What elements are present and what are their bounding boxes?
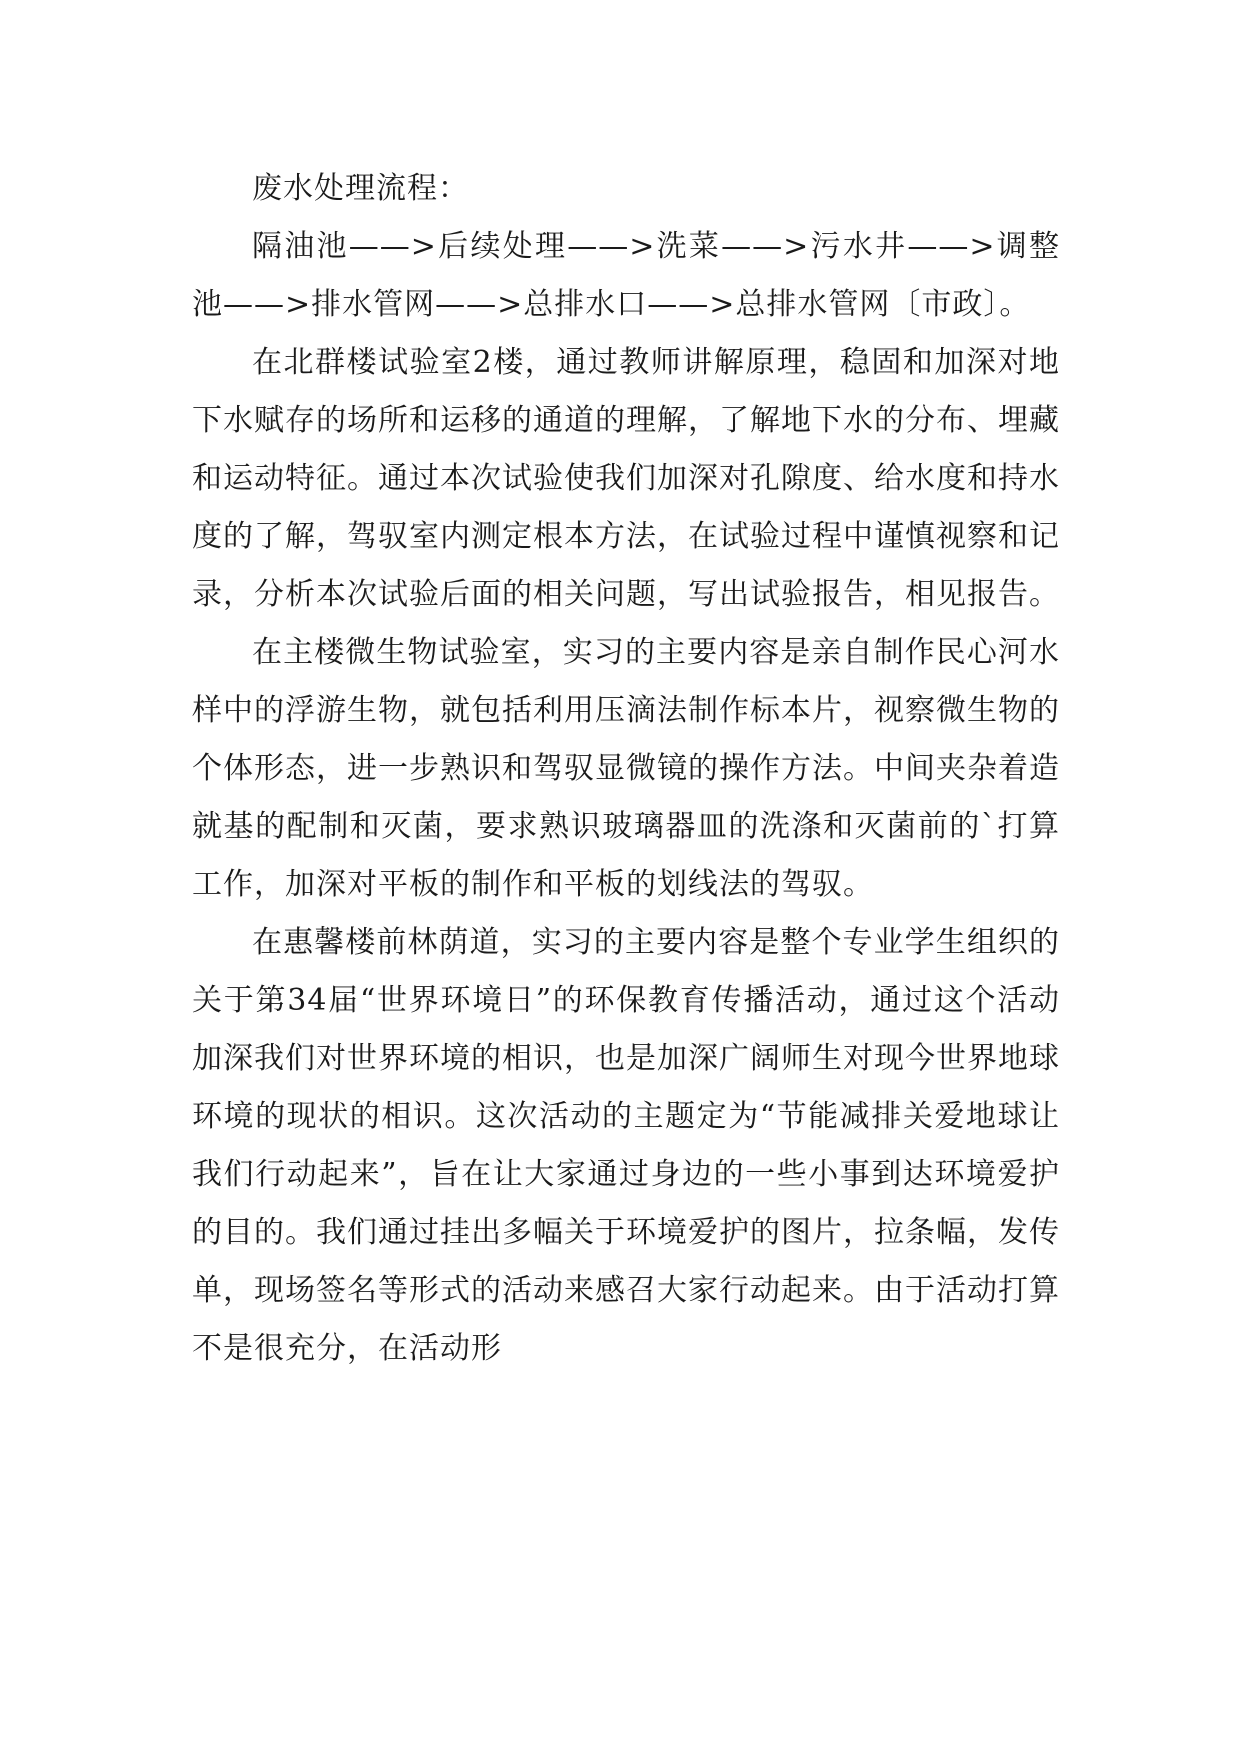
- document-body: [192, 160, 1060, 1378]
- paragraph-wastewater-heading: 废水处理流程：: [252, 171, 469, 206]
- paragraph-environment-day: 在惠馨楼前林荫道，实习的主要内容是整个专业学生组织的关于第34届“世界环境日”的环保教育传播活动，通过这个活动加深我们对世界环境的相识，也是加深广阔师生对现今世界地球环境的现状的相识。这次活动的主题定为“节能减排关爱地球让我们行动起来”，旨在让大家通过身边的一些小事到达环境爱护的目的。我们通过挂出多幅关于环境爱护的图片，拉条幅，发传单，现场签名等形式的活动来感召大家行动起来。由于活动打算不是很充分，在活动形: [192, 925, 1060, 1366]
- paragraph-microbiology-lab: 在主楼微生物试验室，实习的主要内容是亲自制作民心河水样中的浮游生物，就包括利用压滴法制作标本片，视察微生物的个体形态，进一步熟识和驾驭显微镜的操作方法。中间夹杂着造就基的配制和灭菌，要求熟识玻璃器皿的洗涤和灭菌前的`打算工作，加深对平板的制作和平板的划线法的驾驭。: [192, 635, 1060, 902]
- paragraph-groundwater-lab: 在北群楼试验室2楼，通过教师讲解原理，稳固和加深对地下水赋存的场所和运移的通道的理解，了解地下水的分布、埋藏和运动特征。通过本次试验使我们加深对孔隙度、给水度和持水度的了解，驾驭室内测定根本方法，在试验过程中谨慎视察和记录，分析本次试验后面的相关问题，写出试验报告，相见报告。: [192, 345, 1060, 612]
- paragraph-wastewater-flow: 隔油池——>后续处理——>洗菜——>污水井——>调整池——>排水管网——>总排水口——>总排水管网〔市政〕。: [192, 229, 1060, 322]
